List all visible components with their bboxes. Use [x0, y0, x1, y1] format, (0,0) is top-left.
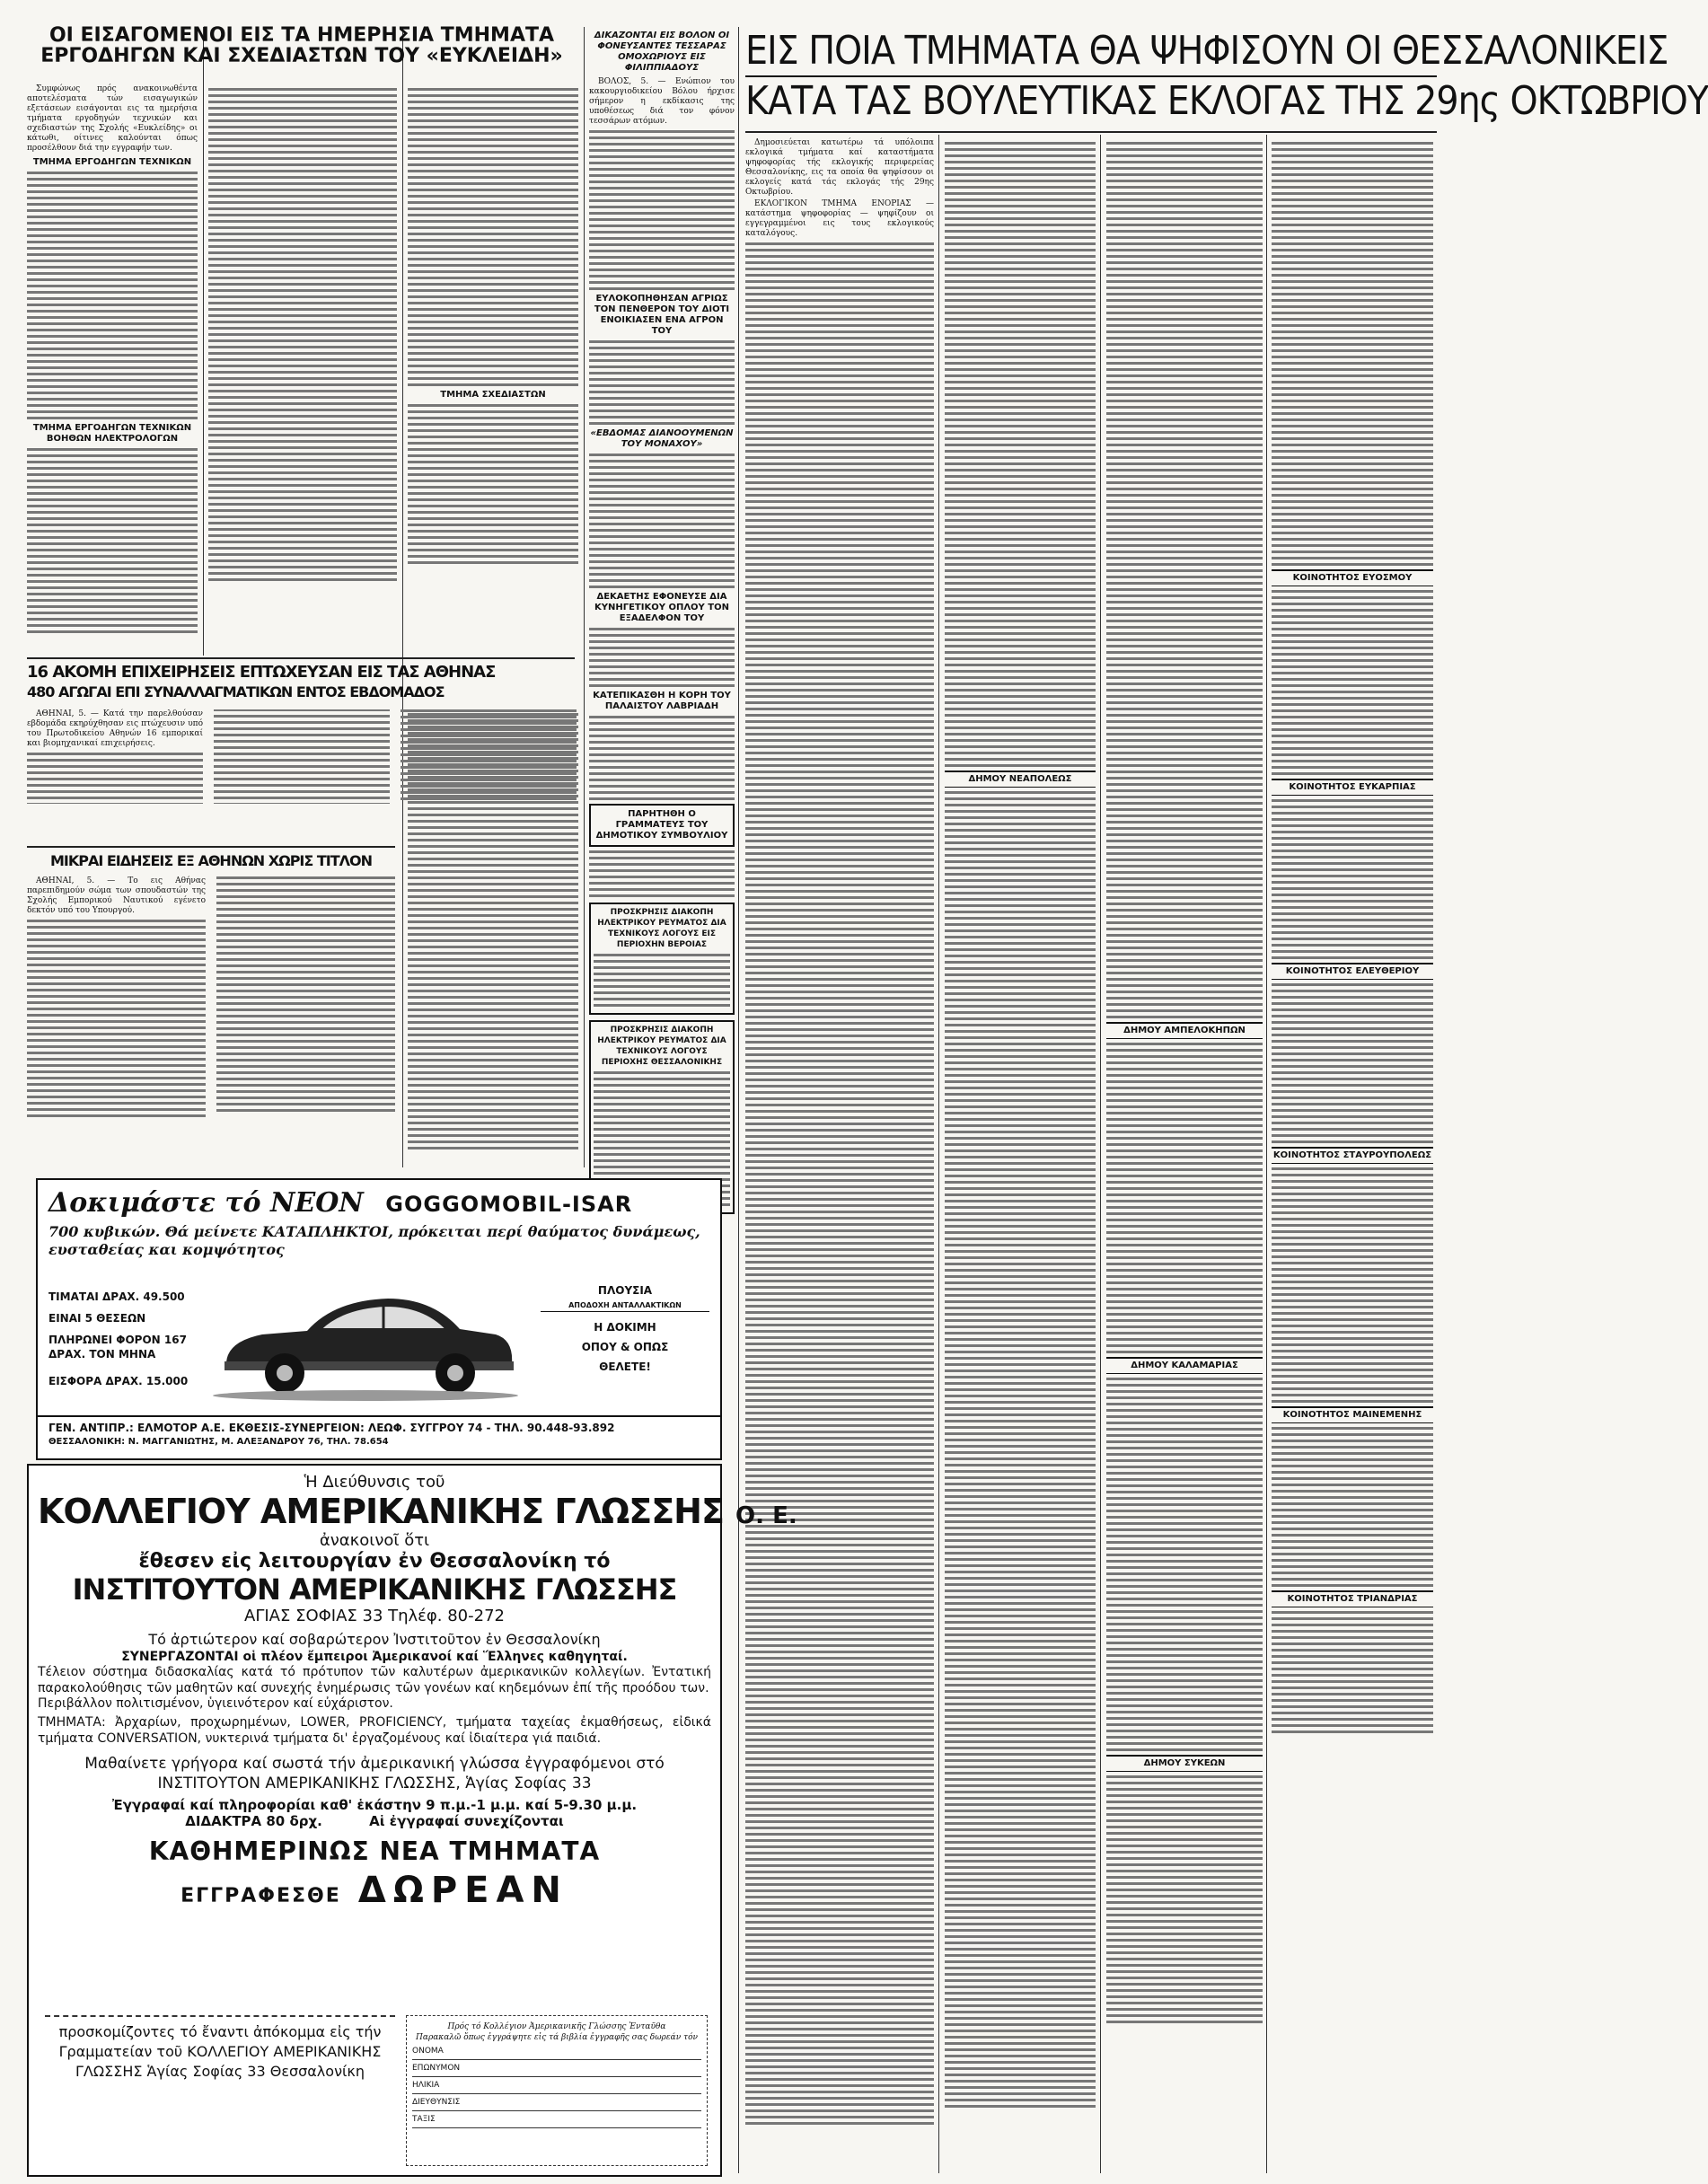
section-triandria: ΚΟΙΝΟΤΗΤΟΣ ΤΡΙΑΝΔΡΙΑΣ	[1272, 1590, 1433, 1607]
coupon-address-field[interactable]: ΔΙΕΥΘΥΝΣΙΣ	[412, 2098, 701, 2111]
left-article-header	[27, 25, 577, 81]
col3-headline1: ΔΙΚΑΖΟΝΤΑΙ ΕΙΣ ΒΟΛΟΝ ΟΙ ΦΟΝΕΥΣΑΝΤΕΣ ΤΕΣΣΑΡΑΣ ΟΜΟΧΩΡΙΟΥΣ ΕΙΣ ΦΙΛΙΠΠΙΑΔΟΥΣ	[594, 31, 730, 73]
left-article-sub2: ΤΜΗΜΑ ΕΡΓΟΔΗΓΩΝ ΤΕΧΝΙΚΩΝ ΒΟΗΘΩΝ ΗΛΕΚΤΡΟΛΟΓΩΝ	[32, 423, 192, 444]
left-article-sub1: ΤΜΗΜΑ ΕΡΓΟΔΗΓΩΝ ΤΕΧΝΙΚΩΝ	[32, 157, 192, 167]
small-article-text: ΑΘΗΝΑΙ, 5. — Το εις Αθήνας παρεπιδημούν σώμα των σπουδαστών της Σχολής Εμπορικού Ναυτικού εγένετο δεκτόν υπό του Υπουργού.	[27, 876, 206, 915]
election-entry: ΕΚΛΟΓΙΚΟΝ ΤΜΗΜΑ ΕΝΟΡΙΑΣ — κατάστημα ψηφοφορίας — ψηφίζουν οι εγγεγραμμένοι εις τους εκλογικούς καταλόγους.	[745, 199, 934, 238]
school-ad-instructions: προσκομίζοντες τό ἔναντι ἀπόκομμα εἰς τήν Γραμματείαν τοῦ ΚΟΛΛΕΓΙΟΥ ΑΜΕΡΙΚΑΝΙΚΗΣ ΓΛΩΣΣΗΣ Ἁγίας Σοφίας 33 Θεσσαλονίκη	[58, 2023, 382, 2080]
section-efkarpia: ΚΟΙΝΟΤΗΤΟΣ ΕΥΚΑΡΠΙΑΣ	[1272, 779, 1433, 796]
coupon-surname-field[interactable]: ΕΠΩΝΥΜΟΝ	[412, 2064, 701, 2077]
school-ad-line4: ἔθεσεν εἰς λειτουργίαν ἐν Θεσσαλονίκη τό	[138, 1550, 611, 1572]
text-filler	[27, 448, 198, 633]
column-three	[589, 27, 735, 1173]
school-ad-register: ΕΓΓΡΑΦΕΣΘΕ	[180, 1885, 341, 1907]
car-ad-payment: ΠΛΗΡΩΝΕΙ ΦΟΡΟΝ 167 ΔΡΑΧ. ΤΟΝ ΜΗΝΑ	[48, 1334, 187, 1361]
school-ad-company-type: Ο. Ε.	[735, 1502, 797, 1529]
column-rule	[203, 27, 204, 656]
text-filler	[945, 142, 1096, 767]
school-ad-line10: Περιβάλλον πολιτισμένον, ὑγιεινότερον καί εὐχάριστον.	[38, 1696, 393, 1711]
school-ad-line7: Τό ἀρτιώτερον καί σοβαρώτερον Ἰνστιτοῦτον ἐν Θεσσαλονίκη	[148, 1631, 601, 1648]
left-article-headline: ΟΙ ΕΙΣΑΓΟΜΕΝΟΙ ΕΙΣ ΤΑ ΗΜΕΡΗΣΙΑ ΤΜΗΜΑΤΑ ΕΡΓΟΔΗΓΩΝ ΚΑΙ ΣΧΕΔΙΑΣΤΩΝ ΤΟΥ «ΕΥΚΛΕΙΔΗ»	[40, 24, 563, 68]
text-filler	[1106, 142, 1263, 1018]
section-eleftherio: ΚΟΙΝΟΤΗΤΟΣ ΕΛΕΥΘΕΡΙΟΥ	[1272, 963, 1433, 980]
text-filler	[589, 716, 735, 800]
text-filler	[408, 713, 578, 1149]
middle-article-headline1: 16 ΑΚΟΜΗ ΕΠΙΧΕΙΡΗΣΕΙΣ ΕΠΤΩΧΕΥΣΑΝ ΕΙΣ ΤΑΣ ΑΘΗΝΑΣ	[27, 663, 496, 682]
middle-article-text: ΑΘΗΝΑΙ, 5. — Κατά την παρελθούσαν εβδομάδα εκηρύχθησαν εις πτώχευσιν υπό του Πρωτοδικείου Αθηνών 16 εμπορικαί και βιομηχανικαί επιχειρήσεις.	[27, 709, 203, 748]
election-col2	[945, 138, 1096, 2173]
left-article-body: Συμφώνως πρός ανακοινωθέντα αποτελέσματα τών εισαγωγικών εξετάσεων εισάγονται εις τα ημερήσια τμήματα εργοδηγών τεχνικών και σχεδιαστών της Σχολής «Ευκλείδης» οι κάτωθι, οίτινες καλούνται όπως προσέλθουν διά την εγγραφήν των.	[27, 84, 198, 153]
left-article-sub3: ΤΜΗΜΑ ΣΧΕΔΙΑΣΤΩΝ	[440, 390, 546, 400]
car-ad-footer1: ΓΕΝ. ΑΝΤΙΠΡ.: ΕΛΜΟΤΟΡ Α.Ε. ΕΚΘΕΣΙΣ-ΣΥΝΕΡΓΕΙΟΝ: ΛΕΩΦ. ΣΥΓΓΡΟΥ 74 - ΤΗΛ. 90.448-93.892	[48, 1422, 615, 1434]
text-filler	[1272, 1427, 1433, 1587]
section-evosmos: ΚΟΙΝΟΤΗΤΟΣ ΕΥΟΣΜΟΥ	[1272, 569, 1433, 586]
text-filler	[589, 628, 735, 687]
right-article-title-line2: ΚΑΤΑ ΤΑΣ ΒΟΥΛΕΥΤΙΚΑΣ ΕΚΛΟΓΑΣ ΤΗΣ 29ης ΟΚΤΩΒΡΙΟΥ	[745, 78, 1708, 124]
school-advertisement	[27, 1464, 797, 2177]
section-mainemeni: ΚΟΙΝΟΤΗΤΟΣ ΜΑΙΝΕΜΕΝΗΣ	[1272, 1406, 1433, 1423]
text-filler	[594, 954, 730, 1007]
col3-headline6: ΠΑΡΗΤΗΘΗ Ο ΓΡΑΜΜΑΤΕΥΣ ΤΟΥ ΔΗΜΟΤΙΚΟΥ ΣΥΜΒΟΥΛΙΟΥ	[595, 809, 728, 841]
school-ad-sections: ΤΜΗΜΑΤΑ: Ἀρχαρίων, προχωρημένων, LOWER, PROFICIENCY, τμήματα ταχείας ἐκμαθήσεως, εἰδικά τμήματα CONVERSATION, νυκτερινά τμήματα δι' ἐργαζομένους καί ἰδιαίτερα γιά παιδιά.	[38, 1715, 711, 1746]
car-ad-subtitle: 700 κυβικών. Θά μείνετε ΚΑΤΑΠΛΗΚΤΟΙ, πρόκειται περί θαύματος δυνάμεως, ευσταθείας και κομψότητος	[48, 1223, 700, 1258]
text-filler	[408, 404, 578, 564]
column-rule	[738, 27, 739, 2173]
text-filler	[1272, 590, 1433, 775]
middle-article-header	[27, 663, 577, 706]
text-filler	[1106, 1378, 1263, 1751]
column-rule	[1266, 135, 1267, 2173]
coupon-text: Παρακαλῶ ὅπως ἐγγράψητε εἰς τά βιβλία ἐγγραφῆς σας δωρεάν τόν	[416, 2033, 698, 2042]
text-filler	[1272, 142, 1433, 566]
school-ad-line12: Μαθαίνετε γρήγορα καί σωστά τήν ἀμερικανική γλώσσα ἐγγραφόμενοι στό ΙΝΣΤΙΤΟΥΤΟΝ ΑΜΕΡΙΚΑΝΙΚΗΣ ΓΛΩΣΣΗΣ, Ἁγίας Σοφίας 33	[84, 1755, 665, 1792]
text-filler	[27, 172, 198, 419]
section-stavroupoli: ΚΟΙΝΟΤΗΤΟΣ ΣΤΑΥΡΟΥΠΟΛΕΩΣ	[1272, 1147, 1433, 1164]
election-col4	[1272, 138, 1433, 2173]
text-filler	[408, 88, 578, 386]
car-ad-downpayment: ΕΙΣΦΟΡΑ ΔΡΑΧ. 15.000	[48, 1375, 189, 1387]
school-ad-free: ΔΩΡΕΑΝ	[357, 1870, 568, 1911]
school-ad-hours: Ἐγγραφαί καί πληροφορίαι καθ' ἑκάστην 9 π.μ.-1 μ.μ. καί 5-9.30 μ.μ.	[111, 1797, 638, 1813]
right-article-title	[745, 27, 1708, 128]
left-article-col1	[27, 84, 198, 656]
section-divider	[27, 846, 395, 848]
text-filler	[1272, 799, 1433, 959]
right-article-title-line1: ΕΙΣ ΠΟΙΑ ΤΜΗΜΑΤΑ ΘΑ ΨΗΦΙΣΟΥΝ ΟΙ ΘΕΣΣΑΛΟΝΙΚΕΙΣ	[745, 27, 1437, 77]
small-article-body	[27, 876, 395, 1173]
election-col1	[745, 138, 934, 2173]
school-ad-fees: ΔΙΔΑΚΤΡΑ 80 δρχ. Αἱ ἐγγραφαί συνεχίζονται	[185, 1813, 564, 1829]
coupon-class-field[interactable]: ΤΑΞΙΣ	[412, 2115, 701, 2128]
text-filler	[589, 850, 735, 897]
text-filler	[589, 454, 735, 588]
text-filler	[1106, 1775, 1263, 2023]
car-ad-seats: ΕΙΝΑΙ 5 ΘΕΣΕΩΝ	[48, 1312, 146, 1325]
school-ad-new-classes: ΚΑΘΗΜΕΡΙΝΩΣ ΝΕΑ ΤΜΗΜΑΤΑ	[148, 1836, 601, 1866]
coupon-name-field[interactable]: ΟΝΟΜΑ	[412, 2047, 701, 2060]
text-filler	[589, 130, 735, 290]
col3-headline3: «ΕΒΔΟΜΑΣ ΔΙΑΝΟΟΥΜΕΝΩΝ ΤΟΥ ΜΟΝΑΧΟΥ»	[590, 428, 734, 449]
column-rule	[938, 135, 939, 2173]
school-ad-line1: Ἡ Διεύθυνσις τοῦ	[304, 1473, 445, 1492]
election-list-continuation	[408, 709, 578, 1173]
column-rule	[584, 27, 585, 1167]
text-filler	[1272, 1611, 1433, 1733]
section-ampelokipoi: ΔΗΜΟΥ ΑΜΠΕΛΟΚΗΠΩΝ	[1106, 1022, 1263, 1039]
car-ad-footer2: ΘΕΣΣΑΛΟΝΙΚΗ: Ν. ΜΑΓΓΑΝΙΩΤΗΣ, Μ. ΑΛΕΞΑΝΔΡΟΥ 76, ΤΗΛ. 78.654	[48, 1437, 389, 1447]
text-filler	[589, 340, 735, 425]
car-ad-brand: GOGGOMOBIL-ISAR	[385, 1192, 633, 1217]
text-filler	[1272, 983, 1433, 1143]
car-ad-right-4: ΘΕΛΕΤΕ!	[599, 1361, 651, 1373]
school-ad-line3: ἀνακοινοῖ ὅτι	[319, 1531, 430, 1550]
text-filler	[1272, 1167, 1433, 1403]
col3-headline5: ΚΑΤΕΠΙΚΑΣΘΗ Η ΚΟΡΗ ΤΟΥ ΠΑΛΑΙΣΤΟΥ ΛΑΒΡΙΑΔΗ	[593, 691, 731, 711]
middle-article-headline2: 480 ΑΓΩΓΑΙ ΕΠΙ ΣΥΝΑΛΛΑΓΜΑΤΙΚΩΝ ΕΝΤΟΣ ΕΒΔΟΜΑΔΟΣ	[27, 683, 445, 700]
car-ad-price: ΤΙΜΑΤΑΙ ΔΡΑΧ. 49.500	[48, 1290, 185, 1303]
section-neapolis: ΔΗΜΟΥ ΝΕΑΠΟΛΕΩΣ	[945, 771, 1096, 788]
car-ad-right-1b: ΑΠΟΔΟΧΗ ΑΝΤΑΛΛΑΚΤΙΚΩΝ	[541, 1300, 709, 1312]
text-filler	[945, 791, 1096, 2108]
col3-headline4: ΔΕΚΑΕΤΗΣ ΕΦΟΝΕΥΣΕ ΔΙΑ ΚΥΝΗΓΕΤΙΚΟΥ ΟΠΛΟΥ ΤΟΝ ΕΞΑΔΕΛΦΟΝ ΤΟΥ	[594, 592, 729, 623]
section-kalamaria: ΔΗΜΟΥ ΚΑΛΑΜΑΡΙΑΣ	[1106, 1357, 1263, 1374]
coupon-age-field[interactable]: ΗΛΙΚΙΑ	[412, 2081, 701, 2094]
car-advertisement	[36, 1178, 722, 1460]
section-divider	[27, 657, 575, 659]
school-ad-line9: Τέλειον σύστημα διδασκαλίας κατά τό πρότυπον τῶν καλυτέρων ἀμερικανικῶν κολλεγίων. Ἐντατική παρακολούθησις τῶν μαθητῶν καί συνεχής ἐνημέρωσις τῶν γονέων καί κηδεμόνων ἐπί τῆς προόδου των.	[38, 1665, 711, 1695]
registration-coupon[interactable]	[406, 2015, 708, 2166]
car-illustration	[208, 1279, 523, 1405]
col3-headline8: ΠΡΟΣΚΡΗΣΙΣ ΔΙΑΚΟΠΗ ΗΛΕΚΤΡΙΚΟΥ ΡΕΥΜΑΤΟΣ ΔΙΑ ΤΕΧΝΙΚΟΥΣ ΛΟΓΟΥΣ ΠΕΡΙΟΧΗΣ ΘΕΣΣΑΛΟΝΙΚΗΣ	[597, 1026, 726, 1067]
school-ad-institute-name: ΙΝΣΤΙΤΟΥΤΟΝ ΑΜΕΡΙΚΑΝΙΚΗΣ ΓΛΩΣΣΗΣ	[72, 1572, 677, 1607]
coupon-header: Πρός τό Κολλέγιον Ἀμερικανικῆς Γλώσσης Ἐνταῦθα	[447, 2022, 666, 2031]
election-col3	[1106, 138, 1263, 2173]
section-sykies: ΔΗΜΟΥ ΣΥΚΕΩΝ	[1106, 1755, 1263, 1772]
column-rule	[402, 27, 403, 1167]
left-article-col3	[408, 84, 578, 656]
col3-body: ΒΟΛΟΣ, 5. — Ενώπιον του κακουργιοδικείου Βόλου ήρχισε σήμερον η εκδίκασις της υποθέσεως διά τον φόνον τεσσάρων ατόμων.	[589, 77, 735, 126]
col3-headline7: ΠΡΟΣΚΡΗΣΙΣ ΔΙΑΚΟΠΗ ΗΛΕΚΤΡΙΚΟΥ ΡΕΥΜΑΤΟΣ ΔΙΑ ΤΕΧΝΙΚΟΥΣ ΛΟΓΟΥΣ ΕΙΣ ΠΕΡΙΟΧΗΝ ΒΕΡΟΙΑΣ	[597, 908, 726, 949]
car-ad-right-1: ΠΛΟΥΣΙΑ	[597, 1284, 653, 1297]
right-article-intro: Δημοσιεύεται κατωτέρω τά υπόλοιπα εκλογικά τμήματα καί καταστήματα ψηφοφορίας τής εκλογικής περιφερείας Θεσσαλονίκης, εις τα οποία θα ψηφίσουν οι εκλογείς κατά τάς εκλογάς τής 29ης Οκτωβρίου.	[745, 138, 934, 197]
text-filler	[208, 88, 397, 581]
section-divider	[745, 131, 1437, 133]
small-article-headline: ΜΙΚΡΑΙ ΕΙΔΗΣΕΙΣ ΕΞ ΑΘΗΝΩΝ ΧΩΡΙΣ ΤΙΤΛΟΝ	[49, 852, 373, 869]
small-article-header	[27, 851, 395, 873]
car-ad-right-3: ΟΠΟΥ & ΟΠΩΣ	[581, 1341, 669, 1353]
school-ad-college-name: ΚΟΛΛΕΓΙΟΥ ΑΜΕΡΙΚΑΝΙΚΗΣ ΓΛΩΣΣΗΣ	[38, 1492, 724, 1531]
school-ad-line8: ΣΥΝΕΡΓΑΖΟΝΤΑΙ οἱ πλέον ἔμπειροι Ἀμερικανοί καί Ἕλληνες καθηγηταί.	[121, 1650, 628, 1664]
text-filler	[745, 242, 934, 2125]
col3-headline2: ΕΥΛΟΚΟΠΗΘΗΣΑΝ ΑΓΡΙΩΣ ΤΟΝ ΠΕΝΘΕΡΟΝ ΤΟΥ ΔΙΟΤΙ ΕΝΟΙΚΙΑΣΕΝ ΕΝΑ ΑΓΡΟΝ ΤΟΥ	[594, 294, 730, 336]
car-ad-right-2: Η ΔΟΚΙΜΗ	[594, 1321, 656, 1334]
car-ad-tagline: Δοκιμάστε τό ΝΕΟΝ	[48, 1187, 364, 1219]
text-filler	[1106, 1043, 1263, 1353]
left-article-col2	[208, 84, 397, 656]
school-ad-address: ΑΓΙΑΣ ΣΟΦΙΑΣ 33 Τηλέφ. 80-272	[244, 1607, 505, 1625]
column-rule	[1100, 135, 1101, 2173]
